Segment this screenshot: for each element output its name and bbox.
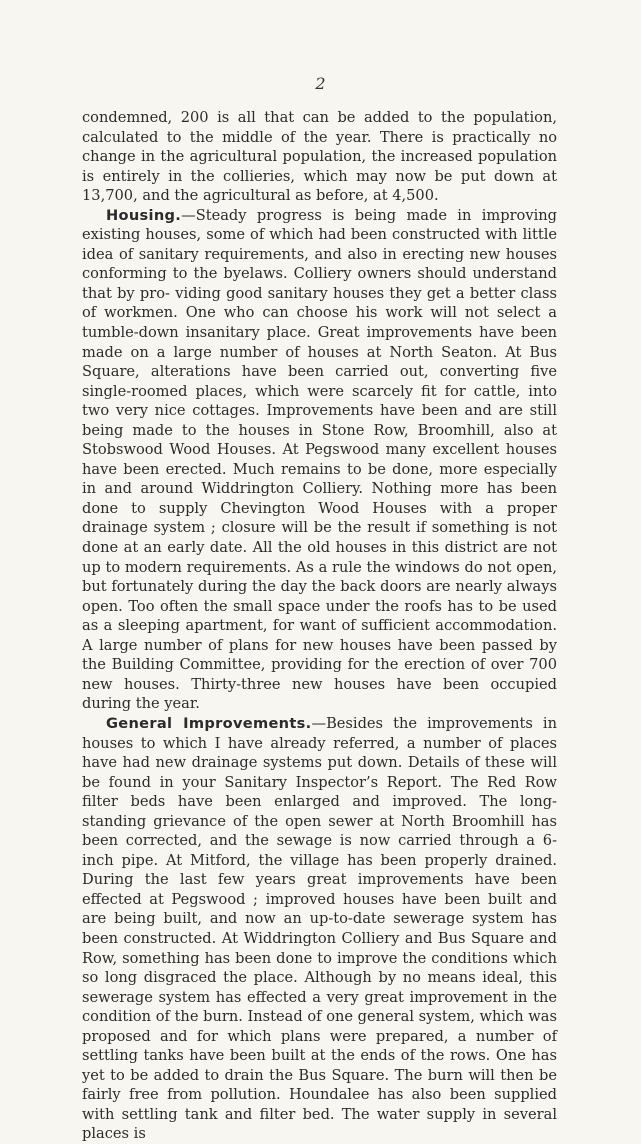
paragraph-general-improvements	[82, 714, 557, 1144]
paragraph-text: condemned, 200 is all that can be added to the population, calculated to the middle of the year. There is practically no change in the agricultural population, the increased population is entirely in the collieries, which may now be put down at 13,700, and the agricultural as before, at 4,500.	[82, 109, 557, 205]
page-number: 2	[315, 74, 326, 93]
paragraph-population	[82, 108, 557, 206]
section-heading-housing: Housing.	[106, 206, 182, 224]
paragraph-text: —Besides the improvements in houses to which I have already referred, a number of places have had new drainage systems put down. Details of these will be found in your Sanitary Inspector’s Report. The Red Row filter beds have been enlarged and improved. The long-standing grievance of the open sewer at North Broomhill has been corrected, and the sewage is now carried through a 6-inch pipe. At Mitford, the village has been properly drained. During the last few years great improvements have been effected at Pegswood ; improved houses have been built and are being built, and now an up-to-date sewerage system has been constructed. At Widdrington Colliery and Bus Square and Row, something has been done to improve the conditions which so long disgraced the place. Although by no means ideal, this sewerage system has effected a very great improvement in the condition of the burn. Instead of one general system, which was proposed and for which plans were prepared, a number of settling tanks have been built at the ends of the rows. One has yet to be added to drain the Bus Square. The burn will then be fairly free from pollution. Houndalee has also been supplied with settling tank and filter bed. The water supply in several places is	[82, 714, 557, 1143]
body-text	[82, 108, 557, 1144]
paragraph-text: —Steady progress is being made in improving existing houses, some of which had been constructed with little idea of sanitary requirements, and also in erecting new houses conforming to the byelaws. Colliery owners should understand that by pro- viding good sanitary houses they get a better class of workmen. One who can choose his work will not select a tumble-down insanitary place. Great improvements have been made on a large number of houses at North Seaton. At Bus Square, alterations have been carried out, converting five single-roomed places, which were scarcely fit for cattle, into two very nice cottages. Improvements have been and are still being made to the houses in Stone Row, Broomhill, also at Stobswood Wood Houses. At Pegswood many excellent houses have been erected. Much remains to be done, more especially in and around Widdrington Colliery. Nothing more has been done to supply Chevington Wood Houses with a proper drainage system ; closure will be the result if something is not done at an early date. All the old houses in this district are not up to modern requirements. As a rule the windows do not open, but fortunately during the day the back doors are nearly always open. Too often the small space under the roofs has to be used as a sleeping apartment, for want of sufficient accommodation. A large number of plans for new houses have been passed by the Building Committee, providing for the erection of over 700 new houses. Thirty-three new houses have been occupied during the year.	[82, 206, 557, 713]
section-heading-general-improvements: General Improvements.	[106, 714, 312, 732]
paragraph-housing	[82, 206, 557, 714]
